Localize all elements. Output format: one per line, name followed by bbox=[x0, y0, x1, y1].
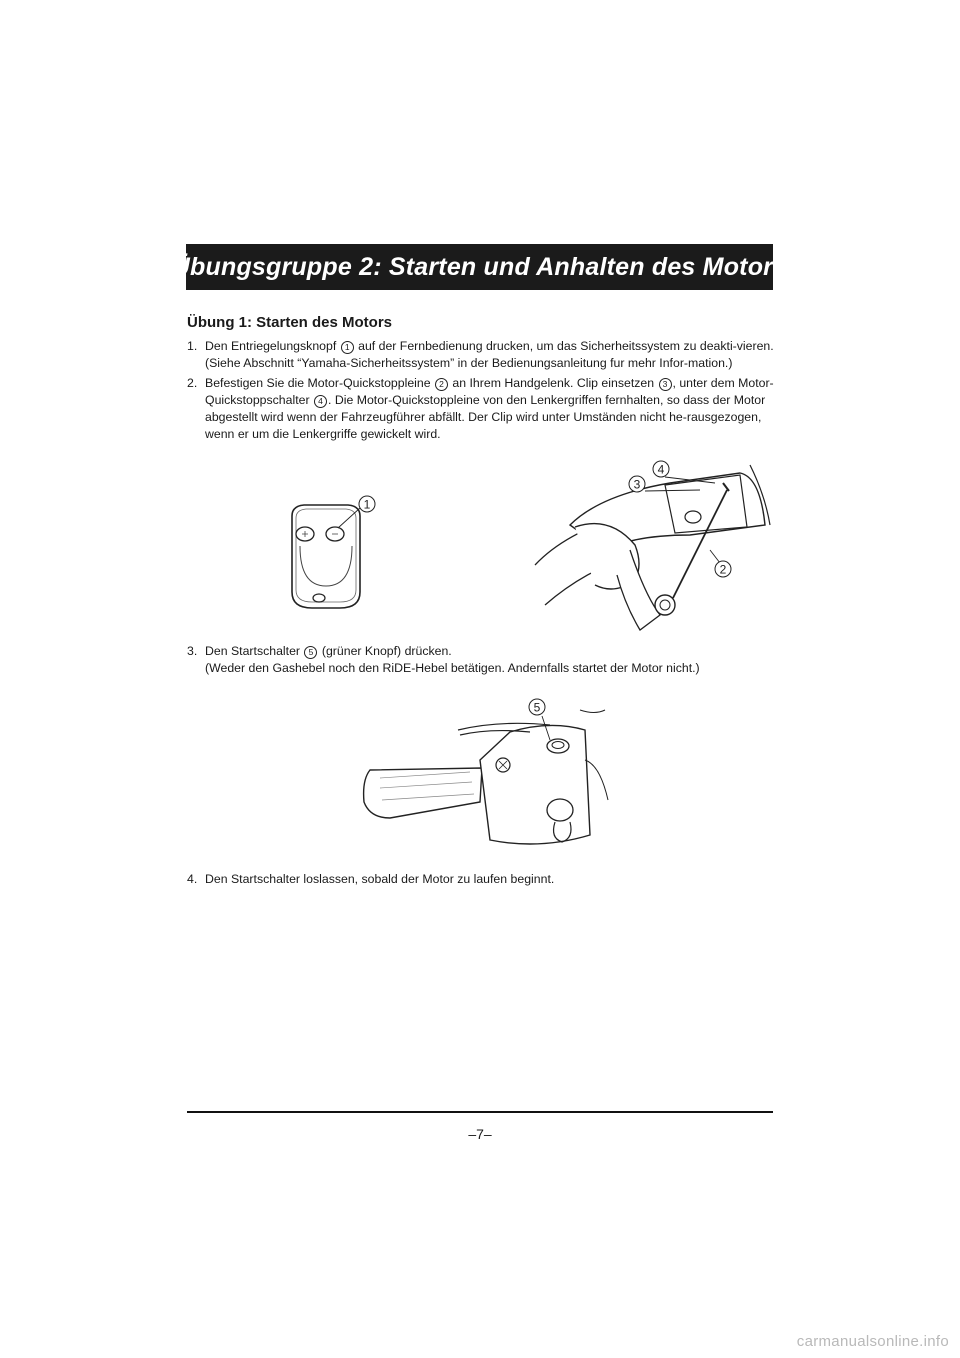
figure-callout-1: 1 bbox=[363, 497, 371, 512]
content-area bbox=[187, 313, 775, 446]
step-text: . Die Motor-Quickstoppleine von den Lenkergriffen fernhalten, so dass der Motor abgestellt wird wenn der Fahrzeugführer abfällt. Der Clip wird unter Umständen nicht he-rausgezogen, wenn er um die Lenkergriffe gewickelt wird. bbox=[205, 393, 766, 441]
step-note: (Weder den Gashebel noch den RiDE-Hebel betätigen. Andernfalls startet der Motor nicht.) bbox=[205, 661, 700, 675]
watermark: carmanualsonline.info bbox=[796, 1333, 949, 1350]
step-text: Den Startschalter bbox=[205, 644, 301, 658]
step-4 bbox=[187, 871, 775, 888]
step-text: Befestigen Sie die Motor-Quickstoppleine bbox=[205, 376, 431, 390]
step-text: Den Entriegelungsknopf bbox=[205, 339, 337, 353]
handlebar-lanyard-illustration bbox=[515, 455, 780, 640]
chapter-title: Übungsgruppe 2: Starten und Anhalten des Motors bbox=[171, 252, 788, 281]
step-text: (grüner Knopf) drücken. bbox=[321, 644, 452, 658]
callout-marker: 3 bbox=[659, 378, 672, 391]
figure-callout-5: 5 bbox=[533, 700, 541, 715]
step-number: 4. bbox=[187, 872, 198, 886]
step-text: Den Startschalter loslassen, sobald der Motor zu laufen beginnt. bbox=[205, 872, 555, 886]
content-area-step3 bbox=[187, 643, 775, 680]
remote-control-illustration bbox=[270, 490, 390, 615]
page-number: –7– bbox=[468, 1126, 492, 1142]
callout-marker: 1 bbox=[341, 341, 354, 354]
chapter-title-banner bbox=[171, 244, 788, 290]
start-switch-illustration bbox=[350, 690, 615, 855]
step-2 bbox=[187, 375, 775, 443]
step-text: , unter dem Motor-Quickstoppschalter bbox=[205, 376, 774, 407]
step-number: 2. bbox=[187, 376, 198, 390]
footer-rule bbox=[187, 1111, 773, 1113]
figure-callout-3: 3 bbox=[633, 477, 641, 492]
callout-marker: 4 bbox=[314, 395, 327, 408]
step-text: auf der Fernbedienung drucken, um das Sicherheitssystem zu deakti-vieren. (Siehe Abschnitt “Yamaha-Sicherheitssystem” in der Bedienungsanleitung fur mehr Infor-mation.) bbox=[205, 339, 774, 370]
step-3 bbox=[187, 643, 775, 677]
step-number: 3. bbox=[187, 644, 198, 658]
step-text: an Ihrem Handgelenk. Clip einsetzen bbox=[452, 376, 655, 390]
step-1 bbox=[187, 338, 775, 372]
callout-marker: 5 bbox=[304, 646, 317, 659]
content-area-step4 bbox=[187, 871, 775, 891]
figure-callout-2: 2 bbox=[719, 562, 727, 577]
callout-marker: 2 bbox=[435, 378, 448, 391]
step-number: 1. bbox=[187, 339, 198, 353]
section-heading: Übung 1: Starten des Motors bbox=[187, 314, 393, 331]
figure-callout-4: 4 bbox=[657, 462, 665, 477]
